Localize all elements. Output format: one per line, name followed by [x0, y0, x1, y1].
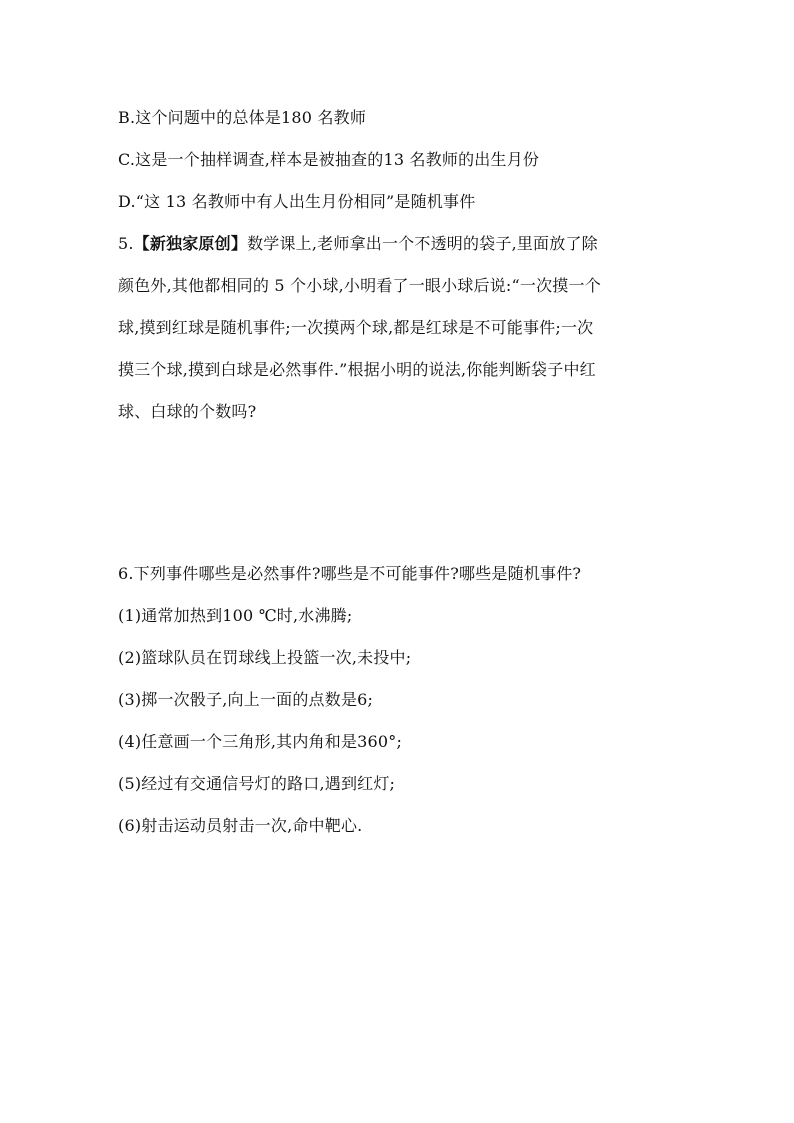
q6-item-3: (3)掷一次骰子,向上一面的点数是6;	[118, 690, 374, 709]
q5-text-line-4: 摸三个球,摸到白球是必然事件.”根据小明的说法,你能判断袋子中红	[118, 360, 596, 379]
q6-item-1: (1)通常加热到100 ℃时,水沸腾;	[118, 606, 353, 625]
q6-item-4: (4)任意画一个三角形,其内角和是360°;	[118, 732, 403, 751]
q6-item-6: (6)射击运动员射击一次,命中靶心.	[118, 816, 363, 835]
q4-option-c: C.这是一个抽样调查,样本是被抽查的13 名教师的出生月份	[118, 150, 540, 169]
q5-first-line	[118, 234, 598, 254]
q4-option-b: B.这个问题中的总体是180 名教师	[118, 108, 367, 127]
q6-item-5: (5)经过有交通信号灯的路口,遇到红灯;	[118, 774, 396, 793]
q5-text-line-5: 球、白球的个数吗?	[118, 402, 257, 421]
q5-tag: 【新独家原创】	[133, 234, 248, 253]
q5-text-line-3: 球,摸到红球是随机事件;一次摸两个球,都是红球是不可能事件;一次	[118, 318, 594, 337]
q5-text-line-2: 颜色外,其他都相同的 5 个小球,小明看了一眼小球后说:“一次摸一个	[118, 276, 601, 295]
q6-prompt: 6.下列事件哪些是必然事件?哪些是不可能事件?哪些是随机事件?	[118, 564, 582, 583]
q5-text-line-1: 数学课上,老师拿出一个不透明的袋子,里面放了除	[247, 234, 598, 253]
q4-option-d: D.“这 13 名教师中有人出生月份相同”是随机事件	[118, 192, 476, 211]
q6-item-2: (2)篮球队员在罚球线上投篮一次,未投中;	[118, 648, 412, 667]
q5-number: 5.	[118, 234, 134, 253]
